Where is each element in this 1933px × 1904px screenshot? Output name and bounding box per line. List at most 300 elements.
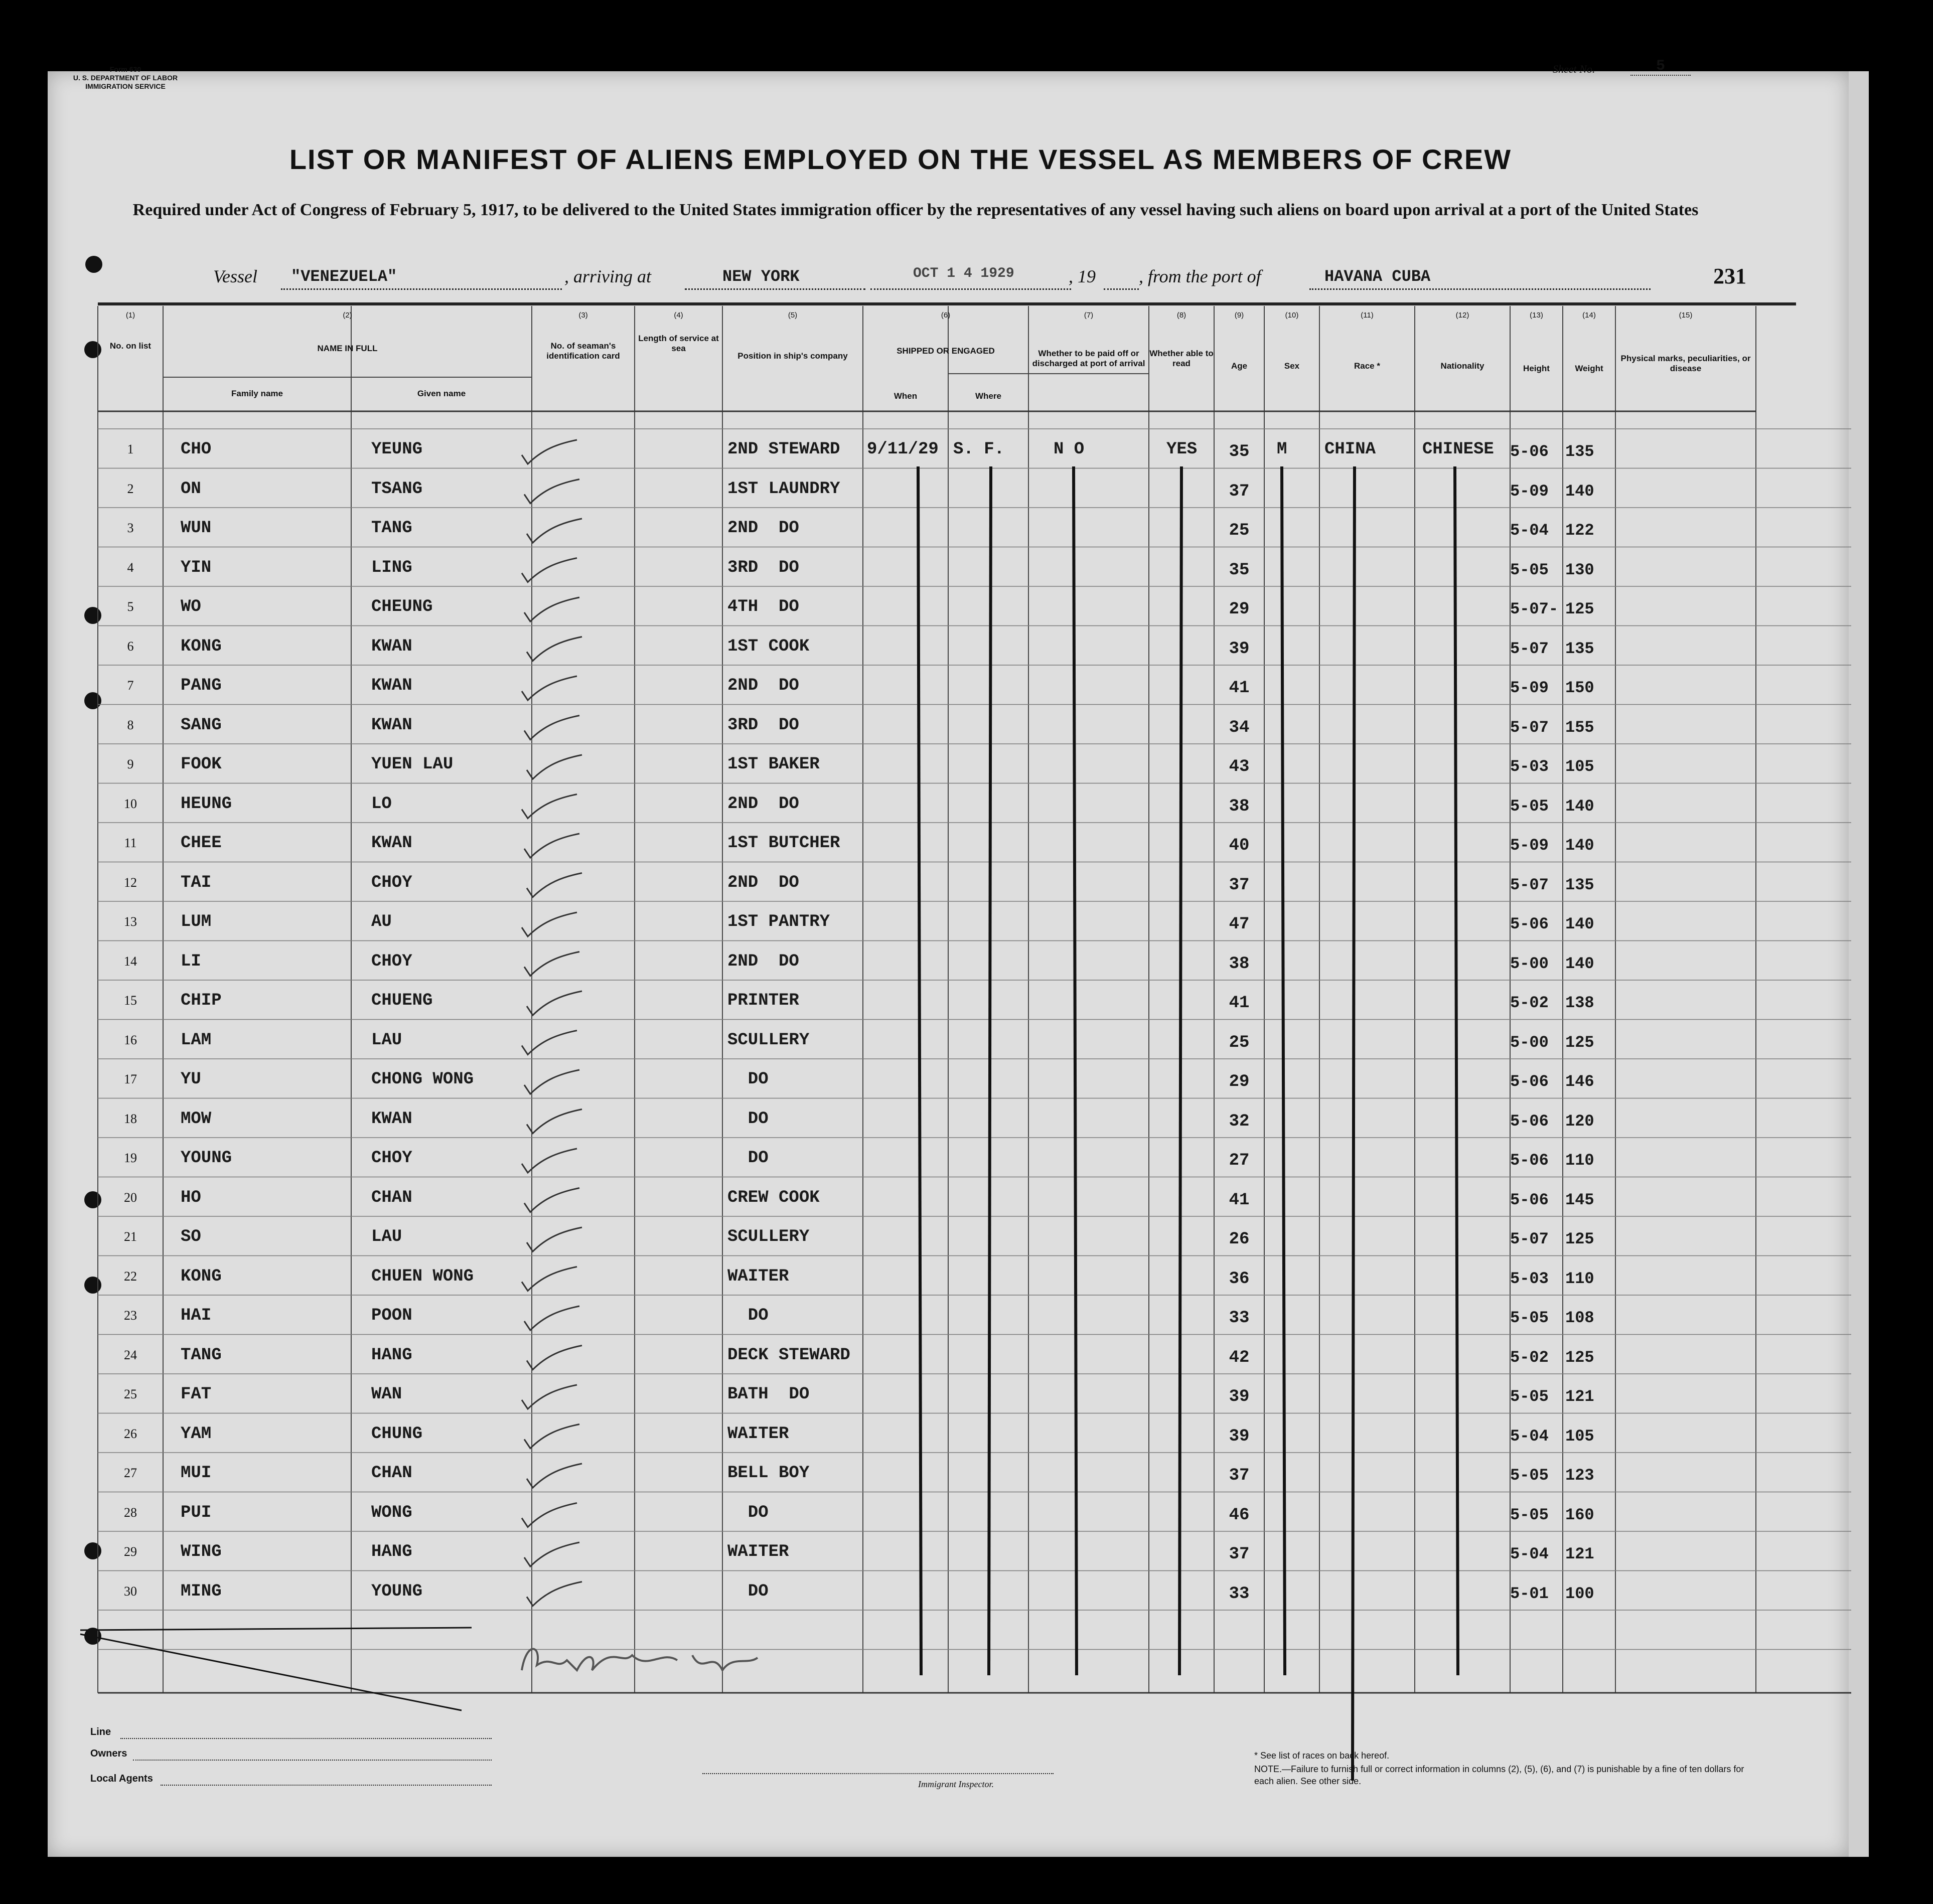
row-number: 2: [127, 481, 134, 496]
page-subtitle: Required under Act of Congress of February 5, 1917, to be delivered to the United States immigration officer by the representatives of any vessel having such aliens on board upon arrival at a port of the United States: [132, 201, 1699, 219]
check-mark: [527, 1227, 582, 1251]
row-number: 24: [124, 1347, 137, 1362]
weight-header: Weight: [1575, 364, 1603, 373]
sex-value: M: [1277, 440, 1287, 459]
age: 25: [1229, 521, 1250, 540]
service-name: IMMIGRATION SERVICE: [85, 82, 166, 90]
family-name: TAI: [181, 873, 212, 892]
family-name: PUI: [181, 1503, 212, 1522]
ship-position: 2ND STEWARD: [727, 440, 840, 459]
height: 5-07: [1510, 875, 1549, 894]
ship-position: 2ND DO: [727, 676, 799, 695]
age: 34: [1229, 718, 1250, 737]
given-name: CHAN: [371, 1188, 412, 1207]
family-name: WING: [181, 1542, 222, 1561]
height: 5-05: [1510, 560, 1549, 579]
ship-position: DO: [727, 1581, 769, 1601]
height: 5-05: [1510, 1309, 1549, 1327]
age: 27: [1229, 1151, 1250, 1170]
family-name: WO: [181, 597, 201, 616]
check-mark: [522, 676, 577, 700]
given-name: HANG: [371, 1345, 412, 1365]
column-number: (5): [788, 311, 798, 320]
check-mark: [527, 519, 582, 543]
weight: 108: [1565, 1309, 1594, 1327]
weight: 110: [1565, 1151, 1594, 1170]
family-name: FOOK: [181, 755, 222, 774]
check-mark: [524, 1424, 579, 1449]
ditto-line: [1179, 466, 1181, 1675]
ship-position: WAITER: [727, 1542, 789, 1561]
family-name: YAM: [181, 1424, 212, 1444]
age: 37: [1229, 1466, 1250, 1485]
weight: 145: [1565, 1190, 1594, 1209]
row-number: 29: [124, 1544, 137, 1559]
ship-position: PRINTER: [727, 991, 799, 1010]
family-name: MOW: [181, 1109, 212, 1129]
form-number: Form 630: [109, 65, 141, 73]
height: 5-06: [1510, 915, 1549, 933]
family-name: YIN: [181, 558, 212, 577]
check-mark: [524, 1188, 579, 1212]
ship-position: DO: [727, 1306, 769, 1325]
age-header: Age: [1231, 361, 1248, 371]
name-in-full-header: NAME IN FULL: [317, 344, 378, 353]
age: 38: [1229, 797, 1250, 816]
ditto-line: [1282, 466, 1285, 1675]
check-mark: [522, 558, 577, 582]
vessel-name: "VENEZUELA": [291, 267, 397, 286]
check-mark: [524, 480, 579, 504]
age: 36: [1229, 1269, 1250, 1289]
shipped-where: S. F.: [953, 440, 1005, 459]
sheet-number: 5: [1630, 58, 1691, 76]
ship-position: DO: [727, 1503, 769, 1522]
height: 5-07: [1510, 1230, 1549, 1248]
age: 29: [1229, 600, 1250, 619]
check-mark: [527, 755, 582, 779]
row-number: 15: [124, 993, 137, 1008]
row-number: 23: [124, 1308, 137, 1323]
given-name: KWAN: [371, 676, 412, 695]
ship-position: 1ST BAKER: [727, 755, 820, 774]
ship-position: 1ST BUTCHER: [727, 834, 840, 853]
column-number: (15): [1679, 311, 1693, 320]
given-name: TANG: [371, 519, 412, 538]
departure-port: HAVANA CUBA: [1324, 267, 1431, 286]
inspector-signature: [512, 1635, 773, 1695]
ship-position: 4TH DO: [727, 597, 799, 616]
given-name: WONG: [371, 1503, 412, 1522]
race-value: CHINA: [1324, 440, 1376, 459]
ship-position: 2ND DO: [727, 794, 799, 814]
arrival-port: NEW YORK: [722, 267, 800, 286]
height: 5-09: [1510, 679, 1549, 697]
weight: 123: [1565, 1466, 1594, 1485]
row-number: 20: [124, 1190, 137, 1205]
check-mark: [524, 834, 579, 858]
age: 26: [1229, 1230, 1250, 1249]
weight: 125: [1565, 600, 1594, 618]
family-name: WUN: [181, 519, 212, 538]
position-header: Position in ship's company: [737, 351, 848, 361]
ship-position: SCULLERY: [727, 1030, 810, 1050]
given-name: LING: [371, 558, 412, 577]
given-name: LAU: [371, 1227, 402, 1246]
height: 5-02: [1510, 1348, 1549, 1367]
check-mark: [527, 1464, 582, 1488]
age: 37: [1229, 1545, 1250, 1564]
height: 5-03: [1510, 757, 1549, 776]
age: 40: [1229, 836, 1250, 855]
weight: 155: [1565, 718, 1594, 737]
family-name: FAT: [181, 1385, 212, 1404]
check-mark: [522, 1267, 577, 1291]
family-name: HAI: [181, 1306, 212, 1325]
family-name: PANG: [181, 676, 222, 695]
height: 5-01: [1510, 1584, 1549, 1603]
race-note: * See list of races on back hereof.: [1254, 1751, 1390, 1761]
family-name: TANG: [181, 1345, 222, 1365]
weight: 135: [1565, 639, 1594, 658]
date-stamp: OCT 1 4 1929: [913, 266, 1014, 281]
weight: 100: [1565, 1584, 1594, 1603]
check-mark: [522, 1149, 577, 1173]
check-mark: [522, 1503, 577, 1527]
shipped-when: 9/11/29: [867, 440, 939, 459]
ship-position: DO: [727, 1070, 769, 1089]
check-mark: [527, 1109, 582, 1134]
height: 5-07: [1510, 718, 1549, 737]
check-mark: [527, 991, 582, 1015]
ship-position: 3RD DO: [727, 715, 799, 735]
age: 37: [1229, 482, 1250, 501]
ditto-line: [1074, 466, 1077, 1675]
check-mark: [522, 912, 577, 936]
row-number: 19: [124, 1151, 137, 1165]
page-title: LIST OR MANIFEST OF ALIENS EMPLOYED ON THE VESSEL AS MEMBERS OF CREW: [289, 143, 1512, 175]
family-name: CHEE: [181, 834, 222, 853]
height: 5-05: [1510, 1505, 1549, 1524]
given-name: LAU: [371, 1030, 402, 1050]
check-mark: [524, 1070, 579, 1094]
age: 41: [1229, 1190, 1250, 1210]
height: 5-04: [1510, 1545, 1549, 1563]
given-name: KWAN: [371, 1109, 412, 1129]
height: 5-00: [1510, 1033, 1549, 1052]
weight: 135: [1565, 442, 1594, 461]
ship-position: WAITER: [727, 1424, 789, 1444]
height: 5-05: [1510, 1466, 1549, 1485]
height-header: Height: [1523, 364, 1550, 373]
able-read-value: YES: [1166, 440, 1198, 459]
weight: 140: [1565, 954, 1594, 973]
column-number: (9): [1234, 311, 1244, 320]
given-name: CHONG WONG: [371, 1070, 474, 1089]
age: 42: [1229, 1348, 1250, 1367]
height: 5-07-: [1510, 600, 1559, 618]
penalty-note: NOTE.—Failure to furnish full or correct information in columns (2), (5), (6), and (7) is punishable by a fine of ten dollars for each alien. See other side.: [1254, 1764, 1744, 1786]
check-mark: [524, 952, 579, 976]
given-name: CHUENG: [371, 991, 433, 1010]
paid-off-header: Whether to be paid off or discharged at port of arrival: [1032, 349, 1145, 368]
year-label: , 19: [1069, 266, 1096, 286]
row-number: 3: [127, 521, 134, 535]
column-number: (12): [1455, 311, 1469, 320]
weight: 140: [1565, 482, 1594, 501]
given-name: POON: [371, 1306, 412, 1325]
check-mark: [522, 1031, 577, 1055]
weight: 105: [1565, 757, 1594, 776]
age: 35: [1229, 560, 1250, 580]
row-number: 16: [124, 1032, 137, 1047]
family-name: HO: [181, 1188, 201, 1207]
column-number: (11): [1361, 311, 1374, 320]
weight: 120: [1565, 1112, 1594, 1131]
check-mark: [522, 440, 577, 464]
when-header: When: [894, 391, 918, 401]
able-read-header: Whether able to read: [1149, 349, 1214, 368]
height: 5-06: [1510, 1072, 1549, 1091]
row-number: 4: [127, 560, 134, 575]
given-name: KWAN: [371, 637, 412, 656]
family-name: LUM: [181, 912, 212, 931]
row-number: 22: [124, 1268, 137, 1284]
given-name: AU: [371, 912, 392, 931]
local-agents-label: Local Agents: [90, 1773, 153, 1784]
check-mark: [524, 1306, 579, 1330]
weight: 125: [1565, 1348, 1594, 1367]
ditto-line: [918, 466, 921, 1675]
page-number: 231: [1713, 264, 1746, 288]
ship-position: DECK STEWARD: [727, 1345, 850, 1365]
family-name: LI: [181, 951, 201, 971]
row-number: 5: [127, 599, 134, 614]
age: 25: [1229, 1033, 1250, 1052]
ship-position: 2ND DO: [727, 951, 799, 971]
age: 43: [1229, 757, 1250, 776]
height: 5-06: [1510, 1190, 1549, 1209]
arriving-label: , arriving at: [564, 266, 652, 286]
column-number: (2): [343, 311, 352, 320]
ship-position: WAITER: [727, 1266, 789, 1286]
family-name: LAM: [181, 1030, 212, 1050]
check-mark: [527, 1346, 582, 1370]
height: 5-03: [1510, 1269, 1549, 1288]
weight: 140: [1565, 797, 1594, 816]
check-mark: [527, 637, 582, 661]
family-name: YOUNG: [181, 1149, 232, 1168]
weight: 105: [1565, 1426, 1594, 1446]
ship-position: 1ST LAUNDRY: [727, 479, 840, 499]
height: 5-09: [1510, 836, 1549, 855]
ship-position: BELL BOY: [727, 1464, 810, 1483]
column-number: (1): [125, 311, 135, 320]
weight: 122: [1565, 521, 1594, 540]
race-header: Race *: [1354, 361, 1380, 371]
weight: 140: [1565, 915, 1594, 933]
given-name: WAN: [371, 1385, 402, 1404]
weight: 121: [1565, 1387, 1594, 1406]
given-name: LO: [371, 794, 392, 814]
age: 39: [1229, 1426, 1250, 1446]
ship-position: CREW COOK: [727, 1188, 820, 1207]
where-header: Where: [975, 391, 1001, 401]
given-name: TSANG: [371, 479, 423, 499]
age: 41: [1229, 994, 1250, 1013]
given-name: CHOY: [371, 1149, 412, 1168]
column-number: (3): [578, 311, 588, 320]
given-name: YEUNG: [371, 440, 423, 459]
vessel-label: Vessel: [213, 266, 257, 286]
ship-position: BATH DO: [727, 1385, 810, 1404]
age: 32: [1229, 1112, 1250, 1131]
sex-header: Sex: [1284, 361, 1300, 371]
row-number: 1: [127, 442, 134, 456]
sheet-label: Sheet No.: [1553, 63, 1595, 75]
length-service-header: Length of service at sea: [638, 334, 719, 353]
row-number: 7: [127, 678, 134, 693]
weight: 135: [1565, 875, 1594, 894]
ship-position: DO: [727, 1109, 769, 1129]
given-name: CHAN: [371, 1464, 412, 1483]
no-on-list-header: No. on list: [109, 341, 152, 351]
weight: 146: [1565, 1072, 1594, 1091]
age: 47: [1229, 915, 1250, 934]
end-diagonal-line: [80, 1634, 462, 1710]
ditto-line: [989, 466, 991, 1675]
given-name: KWAN: [371, 715, 412, 735]
ship-position: 3RD DO: [727, 558, 799, 577]
owners-underline: [133, 1760, 492, 1761]
paid-off-value: N O: [1054, 440, 1085, 459]
ship-position: 1ST COOK: [727, 637, 810, 656]
check-mark: [522, 1385, 577, 1409]
age: 39: [1229, 1387, 1250, 1406]
age: 33: [1229, 1584, 1250, 1604]
check-mark: [524, 1542, 579, 1566]
column-number: (10): [1285, 311, 1299, 320]
family-name: MUI: [181, 1464, 212, 1483]
line-underline: [120, 1738, 492, 1739]
family-name: SANG: [181, 715, 222, 735]
row-number: 12: [124, 875, 137, 890]
column-number: (8): [1176, 311, 1186, 320]
line-label: Line: [90, 1726, 111, 1737]
department-name: U. S. DEPARTMENT OF LABOR: [73, 74, 178, 82]
given-name: CHEUNG: [371, 597, 433, 616]
row-number: 14: [124, 954, 137, 969]
weight: 125: [1565, 1033, 1594, 1052]
given-name: YUEN LAU: [371, 755, 454, 774]
check-mark: [527, 1582, 582, 1606]
given-name: HANG: [371, 1542, 412, 1561]
given-name: CHUEN WONG: [371, 1266, 474, 1286]
age: 37: [1229, 875, 1250, 895]
weight: 150: [1565, 679, 1594, 697]
column-number: (13): [1530, 311, 1543, 320]
ship-position: 2ND DO: [727, 873, 799, 892]
inspector-label: Immigrant Inspector.: [918, 1779, 994, 1789]
age: 39: [1229, 639, 1250, 659]
age: 35: [1229, 442, 1250, 461]
given-name: YOUNG: [371, 1581, 423, 1601]
weight: 125: [1565, 1230, 1594, 1248]
given-name: CHOY: [371, 873, 412, 892]
family-name: ON: [181, 479, 201, 499]
family-name: KONG: [181, 1266, 222, 1286]
physical-marks-header: Physical marks, peculiarities, or disease: [1620, 354, 1751, 373]
nationality-value: CHINESE: [1422, 440, 1494, 459]
row-number: 25: [124, 1387, 137, 1401]
row-number: 9: [127, 757, 134, 771]
height: 5-00: [1510, 954, 1549, 973]
ship-position: SCULLERY: [727, 1227, 810, 1246]
weight: 140: [1565, 836, 1594, 855]
height: 5-06: [1510, 1151, 1549, 1170]
column-number: (4): [674, 311, 683, 320]
family-name: CHO: [181, 440, 212, 459]
shipped-engaged-header: SHIPPED OR ENGAGED: [897, 346, 995, 356]
given-name: CHUNG: [371, 1424, 423, 1444]
age: 29: [1229, 1072, 1250, 1091]
weight: 138: [1565, 994, 1594, 1012]
check-mark: [522, 795, 577, 819]
agents-underline: [161, 1785, 492, 1786]
family-name: SO: [181, 1227, 201, 1246]
id-card-header: No. of seaman's identification card: [546, 341, 620, 361]
family-name: CHIP: [181, 991, 222, 1010]
check-mark: [524, 597, 579, 621]
age: 46: [1229, 1505, 1250, 1525]
height: 5-07: [1510, 639, 1549, 658]
from-port-label: , from the port of: [1139, 266, 1261, 286]
inspector-signature-line: [702, 1773, 1054, 1774]
row-number: 30: [124, 1583, 137, 1599]
row-number: 21: [124, 1229, 137, 1244]
row-number: 11: [124, 836, 137, 850]
family-name: KONG: [181, 637, 222, 656]
height: 5-06: [1510, 442, 1549, 461]
row-number: 13: [124, 914, 137, 929]
family-name: MING: [181, 1581, 222, 1601]
row-number: 18: [124, 1111, 137, 1126]
row-number: 10: [124, 796, 137, 811]
height: 5-04: [1510, 1426, 1549, 1446]
row-number: 27: [124, 1466, 137, 1480]
check-mark: [527, 873, 582, 897]
ship-position: 1ST PANTRY: [727, 912, 830, 931]
family-name-header: Family name: [231, 389, 283, 398]
nationality-header: Nationality: [1440, 361, 1484, 371]
check-mark: [524, 716, 579, 740]
ditto-line: [1353, 466, 1355, 1781]
row-number: 17: [124, 1072, 137, 1086]
weight: 121: [1565, 1545, 1594, 1563]
owners-label: Owners: [90, 1748, 127, 1759]
age: 41: [1229, 679, 1250, 698]
ship-position: DO: [727, 1149, 769, 1168]
height: 5-04: [1510, 521, 1549, 540]
given-name: KWAN: [371, 834, 412, 853]
column-number: (7): [1084, 311, 1094, 320]
ditto-line: [1455, 466, 1458, 1675]
row-number: 6: [127, 639, 134, 654]
column-number: (14): [1582, 311, 1596, 320]
row-number: 8: [127, 717, 134, 732]
height: 5-05: [1510, 1387, 1549, 1406]
family-name: HEUNG: [181, 794, 232, 814]
